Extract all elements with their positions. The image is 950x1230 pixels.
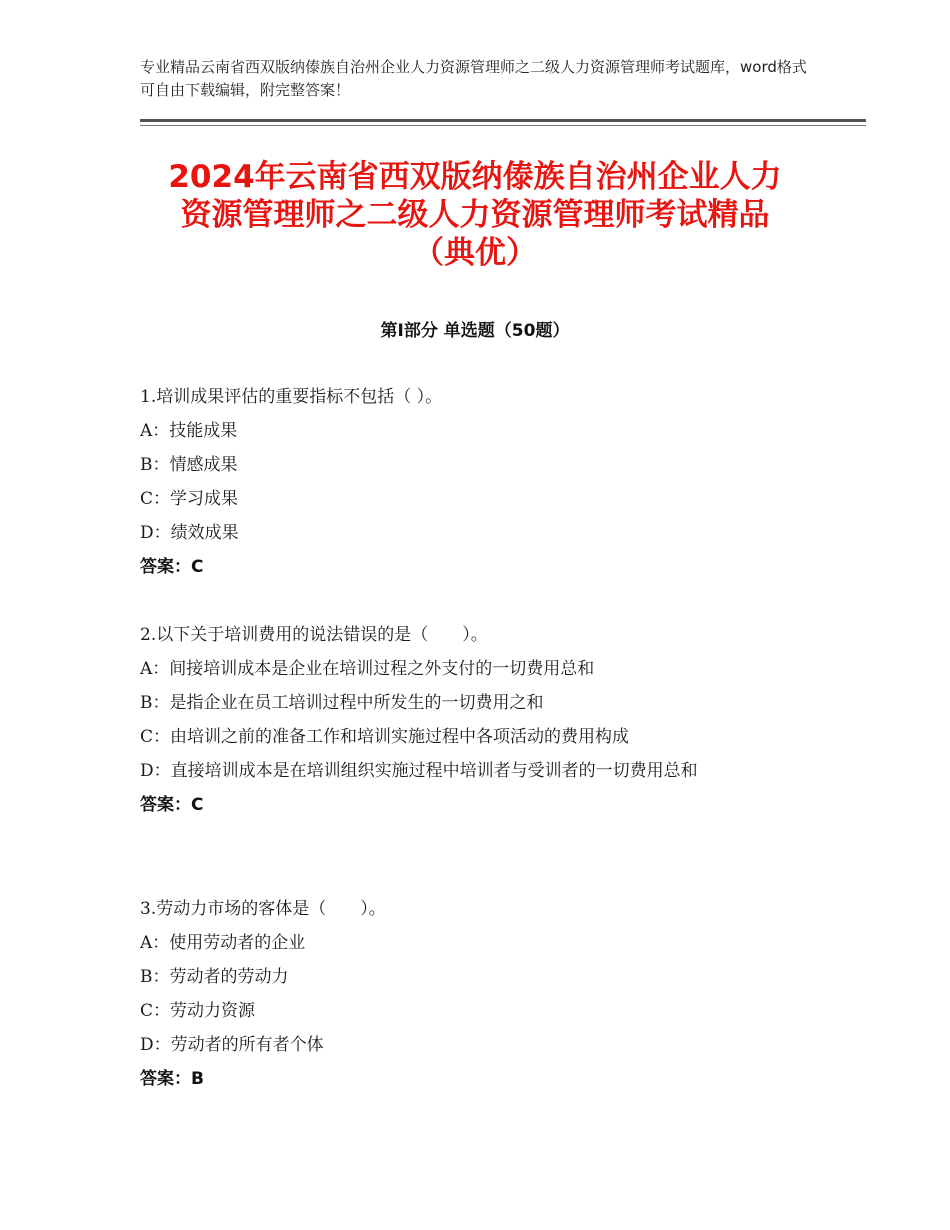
section-title: 第Ⅰ部分 单选题（50题）	[380, 321, 570, 341]
question-stem: 3.劳动力市场的客体是（ ）。	[140, 899, 386, 919]
option-c: C：由培训之前的准备工作和培训实施过程中各项活动的费用构成	[140, 727, 630, 747]
question-1	[140, 380, 810, 584]
option-d: D：劳动者的所有者个体	[140, 1035, 324, 1055]
option-a: A：使用劳动者的企业	[140, 933, 306, 953]
header-rule-thick	[140, 119, 866, 122]
answer: 答案：C	[140, 795, 204, 815]
option-c: C：学习成果	[140, 489, 239, 509]
answer: 答案：B	[140, 1069, 204, 1089]
question-stem: 1.培训成果评估的重要指标不包括（ ）。	[140, 387, 443, 407]
header-note: 专业精品云南省西双版纳傣族自治州企业人力资源管理师之二级人力资源管理师考试题库，word格式可自由下载编辑，附完整答案！	[140, 58, 807, 99]
option-a: A：间接培训成本是企业在培训过程之外支付的一切费用总和	[140, 659, 595, 679]
option-d: D：直接培训成本是在培训组织实施过程中培训者与受训者的一切费用总和	[140, 761, 698, 781]
option-b: B：是指企业在员工培训过程中所发生的一切费用之和	[140, 693, 544, 713]
option-d: D：绩效成果	[140, 523, 239, 543]
question-3	[140, 892, 810, 1096]
header-rule-thin	[140, 125, 866, 126]
option-c: C：劳动力资源	[140, 1001, 256, 1021]
answer: 答案：C	[140, 557, 204, 577]
option-b: B：劳动者的劳动力	[140, 967, 289, 987]
question-stem: 2.以下关于培训费用的说法错误的是（ ）。	[140, 625, 488, 645]
option-b: B：情感成果	[140, 455, 238, 475]
title-line-1: 2024年云南省西双版纳傣族自治州企业人力	[168, 159, 782, 195]
question-2	[140, 618, 810, 822]
document-title	[120, 158, 830, 272]
option-a: A：技能成果	[140, 421, 238, 441]
title-line-3: （典优）	[413, 235, 537, 271]
title-line-2: 资源管理师之二级人力资源管理师考试精品	[180, 197, 770, 233]
